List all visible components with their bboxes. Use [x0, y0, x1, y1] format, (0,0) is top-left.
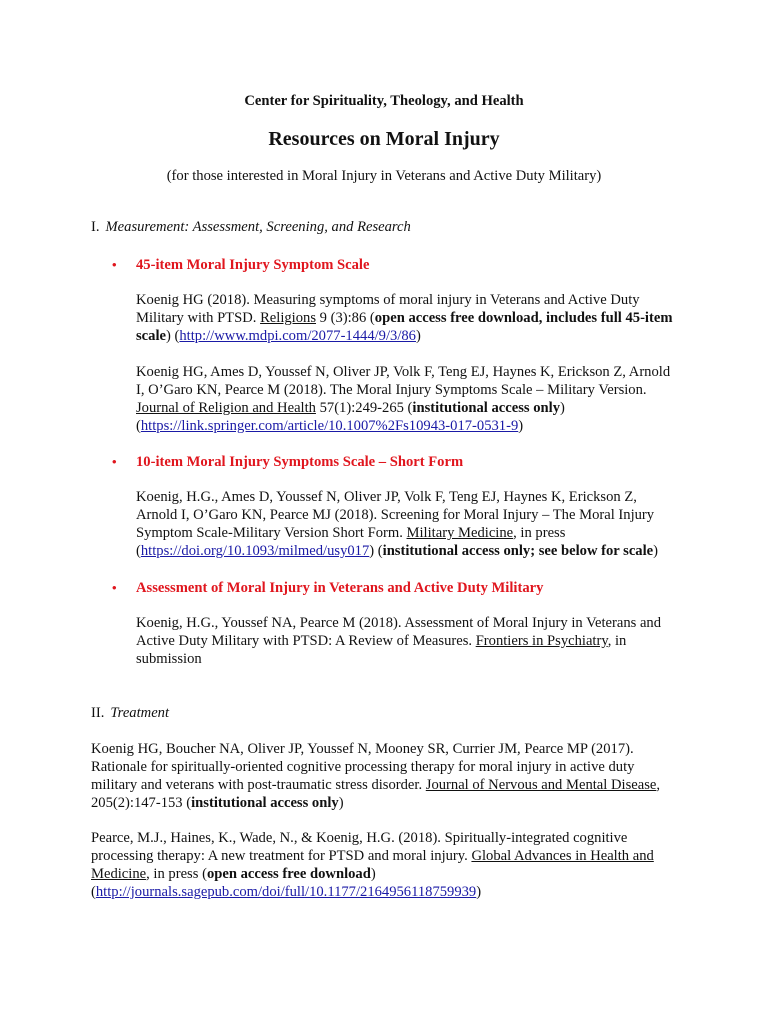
bullet-heading-45-item [112, 256, 369, 274]
ref-volume: , in press ( [136, 525, 566, 559]
ref-journal: Frontiers in Psychiatry [475, 633, 608, 649]
center-title: Center for Spirituality, Theology, and Health [244, 93, 524, 109]
ref-punct: ) [338, 795, 344, 811]
ref-access-note: institutional access only; see below for scale [382, 543, 654, 559]
ref-link[interactable]: http://www.mdpi.com/2077-1444/9/3/86 [179, 328, 416, 344]
ref-authors-title: Koenig HG, Ames D, Youssef N, Oliver JP, Volk F, Teng EJ, Haynes K, Erickson Z, Arnold I, O’Garo KN, Pearce M (2018). The Moral Injury Symptoms Scale – Military Version. [136, 364, 671, 398]
ref-punct: ) ( [369, 543, 383, 559]
ref-volume: , 205(2):147-153 ( [91, 777, 661, 811]
ref-link[interactable]: https://link.springer.com/article/10.1007%2Fs10943-017-0531-9 [140, 418, 519, 434]
bullet-icon: • [112, 257, 117, 272]
section-label: Measurement: Assessment, Screening, and Research [105, 219, 411, 235]
section-number: I. [91, 219, 100, 235]
ref-authors-title: Koenig HG, Boucher NA, Oliver JP, Youssef N, Mooney SR, Currier JM, Pearce MP (2017). Rationale for spiritually-oriented cognitive processing therapy for moral injury in active duty military and veterans with post-traumatic stress disorder. [91, 741, 635, 793]
bullet-icon: • [112, 454, 117, 469]
ref-access-note: open access free download [206, 866, 371, 882]
reference-entry [136, 614, 681, 668]
ref-access-note: open access free download, includes full 45-item scale [136, 310, 673, 344]
ref-punct: ) [518, 418, 524, 434]
ref-access-note: institutional access only [412, 400, 560, 416]
section-heading-treatment [91, 704, 169, 722]
ref-punct: ) [415, 328, 421, 344]
ref-punct: , in submission [136, 633, 627, 667]
section-heading-measurement [91, 218, 411, 236]
bullet-title: 10-item Moral Injury Symptoms Scale – Short Form [136, 454, 464, 470]
bullet-icon: • [112, 580, 117, 595]
ref-link[interactable]: https://doi.org/10.1093/milmed/usy017 [140, 543, 370, 559]
ref-link[interactable]: http://journals.sagepub.com/doi/full/10.1177/2164956118759939 [95, 884, 477, 900]
reference-entry [136, 291, 681, 345]
ref-authors-title: Koenig, H.G., Ames D, Youssef N, Oliver JP, Volk F, Teng EJ, Haynes K, Erickson Z, Arnold I, O’Garo KN, Pearce MJ (2018). Screening for Moral Injury – The Moral Injury Symptom Scale-Military Version Short Form. [136, 489, 655, 541]
reference-entry [91, 740, 681, 812]
ref-journal: Military Medicine [406, 525, 514, 541]
reference-entry [136, 363, 681, 435]
ref-punct: ) ( [91, 866, 376, 900]
page-title: Resources on Moral Injury [268, 128, 500, 150]
reference-entry [136, 488, 681, 560]
ref-punct: ) [653, 543, 659, 559]
ref-authors-title: Koenig, H.G., Youssef NA, Pearce M (2018). Assessment of Moral Injury in Veterans and Active Duty Military with PTSD: A Review of Measures. [136, 615, 662, 649]
ref-volume: , in press ( [146, 866, 207, 882]
ref-journal: Religions [260, 310, 317, 326]
section-label: Treatment [110, 705, 170, 721]
ref-journal: Journal of Religion and Health [136, 400, 316, 416]
ref-punct: ) ( [136, 400, 565, 434]
ref-journal: Global Advances in Health and Medicine [91, 848, 654, 882]
bullet-title: 45-item Moral Injury Symptom Scale [136, 257, 370, 273]
bullet-heading-assessment [112, 579, 543, 597]
ref-journal: Journal of Nervous and Mental Disease [425, 777, 657, 793]
ref-access-note: institutional access only [191, 795, 339, 811]
ref-volume: 9 (3):86 ( [316, 310, 375, 326]
subtitle: (for those interested in Moral Injury in Veterans and Active Duty Military) [166, 168, 602, 184]
ref-authors-title: Koenig HG (2018). Measuring symptoms of moral injury in Veterans and Active Duty Military with PTSD. [136, 292, 640, 326]
ref-punct: ) [476, 884, 482, 900]
section-number: II. [91, 705, 105, 721]
ref-volume: 57(1):249-265 ( [315, 400, 413, 416]
bullet-title: Assessment of Moral Injury in Veterans and Active Duty Military [136, 580, 544, 596]
bullet-heading-10-item [112, 453, 463, 471]
reference-entry [91, 829, 681, 901]
ref-punct: ) ( [166, 328, 180, 344]
ref-authors-title: Pearce, M.J., Haines, K., Wade, N., & Koenig, H.G. (2018). Spiritually-integrated cognitive processing therapy: A new treatment for PTSD and moral injury. [91, 830, 628, 864]
